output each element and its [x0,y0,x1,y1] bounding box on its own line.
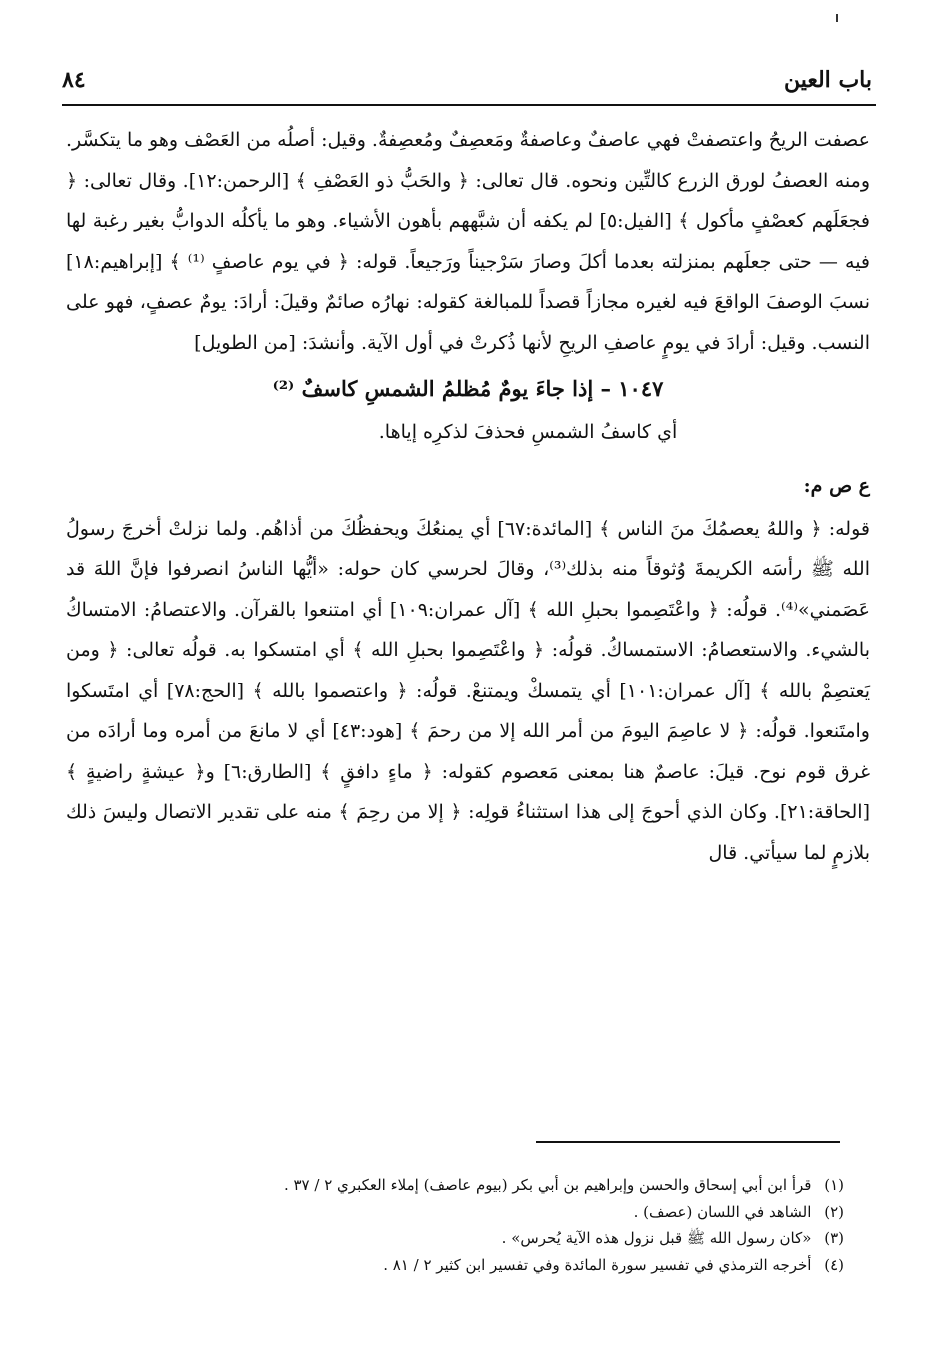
footnote-text: الشاهد في اللسان (عصف) . [633,1202,812,1221]
verse-gloss: أي كاسفُ الشمسِ فحذفَ لذكرِه إياها. [378,420,678,443]
root-heading: ع ص م: [803,475,870,497]
scan-mark [836,14,838,22]
poetry-verse: ١٠٤٧ – إذا جاءَ يومٌ مُظلمُ الشمسِ كاسفٌ ⁽²⁾ [272,376,664,401]
footnote-text: أخرجه الترمذي في تفسير سورة المائدة وفي تفسير ابن كثير ٢ / ٨١ . [383,1255,812,1274]
header-rule [62,104,876,106]
main-text [66,120,870,873]
footnote-number: (٢) [824,1202,844,1221]
footnote-number: (٤) [824,1255,844,1274]
footnote-text: قرأ ابن أبي إسحاق والحسن وإبراهيم بن أبي بكر (بيوم عاصف) إملاء العكبري ٢ / ٣٧ . [283,1176,812,1194]
footnote-item [150,1172,844,1199]
footnote-item [150,1252,844,1279]
footnote-text: «كان رسول الله ﷺ قبل نزول هذه الآية يُحرس» . [501,1229,812,1247]
footnote-item [150,1225,844,1252]
running-title: باب العين [783,67,872,93]
footnote-item [150,1199,844,1226]
footnotes [150,1172,844,1278]
footnote-number: (٣) [824,1229,844,1247]
paragraph-asf: عصفت الريحُ واعتصفتْ فهي عاصفٌ وعاصفةٌ ومَعصِفٌ ومُعصِفةٌ. وقيل: أصلُه من العَصْف وهو ما يتكسَّر. ومنه العصفُ لورق الزرع كالتِّين ونحوه. قال تعالى: ﴿ والحَبُّ ذو العَصْفِ ﴾ [الرحمن:١٢]. وقال تعالى: ﴿ فجعَلَهم كعصْفٍ مأكول ﴾ [الفيل:٥] لم يكفه أن شبَّههم بأهون الأشياء. وهو ما يأكلُه الدوابُّ بغير رغبة لها فيه — حتى جعلَهم بمنزلته بعدما أكلَ وصارَ سَرْجيناً ورَجيعاً. قوله: ﴿ في يوم عاصفٍ ⁽¹⁾ ﴾ [إبراهيم:١٨] نسبَ الوصفَ الواقعَ فيه لغيره مجازاً قصداً للمبالغة كقوله: نهارُه صائمٌ وقيلَ: أرادَ: يومٌ عصفٍ، فهو على النسب. وقيل: أرادَ في يومٍ عاصفِ الريحِ لأنها ذُكرتْ في أول الآية. وأنشدَ: [من الطويل] [66,129,871,354]
footnote-rule [536,1141,840,1143]
footnote-number: (١) [824,1176,844,1194]
page-header [62,60,872,100]
paragraph-asm: قوله: ﴿ واللهُ يعصمُكَ منَ الناس ﴾ [المائدة:٦٧] أي يمنعُكَ ويحفظُكَ من أذاهُم. ولما نزلتْ أخرجَ رسولُ الله ﷺ رأسَه الكريمةَ وُثوقاً منه بذلك⁽³⁾، وقالَ لحرسي كان حوله: «أيُّها الناسُ انصرفوا فإنَّ اللهَ قد عَصَمني»⁽⁴⁾. قولُه: ﴿ واعْتَصِموا بحبلِ الله ﴾ [آل عمران:١٠٩] أي امتنعوا بالقرآن. والاعتصامُ: الامتساكُ بالشيء. والاستعصامُ: الاستمساكُ. قولُه: ﴿ واعْتَصِموا بحبلِ الله ﴾ أي امتسكوا به. قولُه تعالى: ﴿ ومن يَعتصِمْ بالله ﴾ [آل عمران:١٠١] أي يتمسكْ ويمتنعْ. قولُه: ﴿ واعتصموا بالله ﴾ [الحج:٧٨] أي امتَسكوا وامتَنعوا. قولُه: ﴿ لا عاصِمَ اليومَ من أمر الله إلا من رحمَ ﴾ [هود:٤٣] أي لا مانعَ من أمره وما أرادَه من غرق قوم نوح. قيلَ: عاصمٌ هنا بمعنى مَعصوم كقوله: ﴿ ماءٍ دافقٍ ﴾ [الطارق:٦] و﴿ عيشةٍ راضيةٍ ﴾ [الحاقة:٢١]. وكان الذي أحوجَ إلى هذا استثناءُ قولِه: ﴿ إلا من رحِمَ ﴾ منه على تقدير الاتصال وليسَ ذلك بلازمٍ لما سيأتي. قال [66,517,871,864]
page-number: ٨٤ [62,67,86,93]
